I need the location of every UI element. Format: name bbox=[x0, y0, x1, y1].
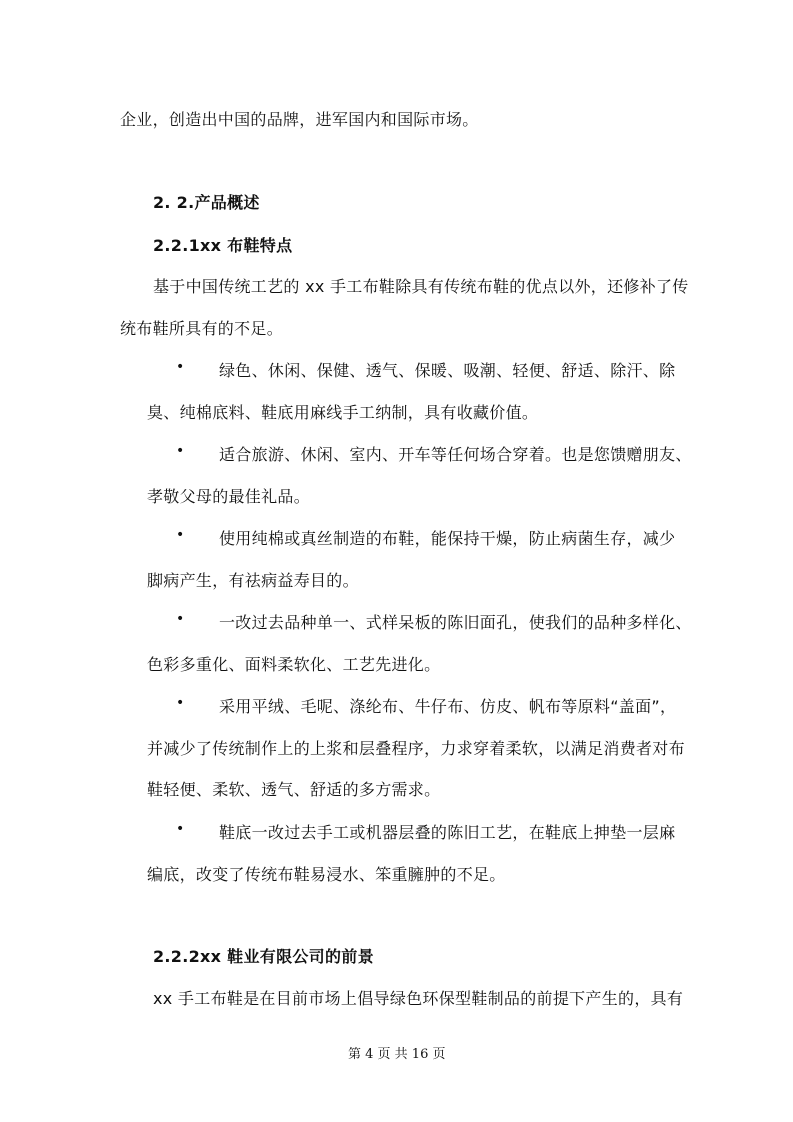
bullet-line-2: 臭、纯棉底料、鞋底用麻线手工纳制，具有收藏价值。 bbox=[147, 403, 539, 422]
intro-paragraph-line-2: 统布鞋所具有的不足。 bbox=[120, 319, 284, 338]
bullet-line-1: 鞋底一改过去手工或机器层叠的陈旧工艺，在鞋底上抻垫一层麻 bbox=[219, 823, 676, 842]
intro-paragraph-line-1: 基于中国传统工艺的 xx 手工布鞋除具有传统布鞋的优点以外，还修补了传 bbox=[153, 277, 689, 296]
bullet-line-2: 孝敬父母的最佳礼品。 bbox=[147, 487, 311, 506]
bullet-line-1: 使用纯棉或真丝制造的布鞋，能保持干燥，防止病菌生存，减少 bbox=[219, 529, 676, 548]
bullet-line-1: 适合旅游、休闲、室内、开车等任何场合穿着。也是您馈赠朋友、 bbox=[219, 445, 692, 464]
section-heading: 2. 2.产品概述 bbox=[153, 193, 260, 212]
bullet-line-1: 采用平绒、毛呢、涤纶布、牛仔布、仿皮、帆布等原料“盖面”， bbox=[219, 697, 677, 716]
bullet-line-2: 编底，改变了传统布鞋易浸水、笨重臃肿的不足。 bbox=[147, 865, 506, 884]
bullet-icon: • bbox=[176, 359, 185, 375]
bullet-icon: • bbox=[176, 527, 185, 543]
subsection-heading-2: 2.2.2xx 鞋业有限公司的前景 bbox=[153, 947, 374, 966]
bullet-line-1: 一改过去品种单一、式样呆板的陈旧面孔，使我们的品种多样化、 bbox=[219, 613, 692, 632]
bullet-icon: • bbox=[176, 611, 185, 627]
bullet-line-2: 并减少了传统制作上的上浆和层叠程序，力求穿着柔软，以满足消费者对布 bbox=[147, 739, 685, 758]
bullet-line-1: 绿色、休闲、保健、透气、保暖、吸潮、轻便、舒适、除汗、除 bbox=[219, 361, 676, 380]
top-text-line: 企业，创造出中国的品牌，进军国内和国际市场。 bbox=[120, 110, 479, 129]
last-text-line: xx 手工布鞋是在目前市场上倡导绿色环保型鞋制品的前提下产生的，具有 bbox=[153, 989, 684, 1008]
bullet-line-2: 色彩多重化、面料柔软化、工艺先进化。 bbox=[147, 655, 441, 674]
subsection-heading-1: 2.2.1xx 布鞋特点 bbox=[153, 236, 293, 255]
bullet-line-3: 鞋轻便、柔软、透气、舒适的多方需求。 bbox=[147, 780, 441, 799]
page-number-footer: 第 4 页 共 16 页 bbox=[348, 1047, 446, 1062]
bullet-icon: • bbox=[176, 821, 185, 837]
bullet-icon: • bbox=[176, 695, 185, 711]
bullet-line-2: 脚病产生，有祛病益寿目的。 bbox=[147, 571, 359, 590]
bullet-icon: • bbox=[176, 443, 185, 459]
